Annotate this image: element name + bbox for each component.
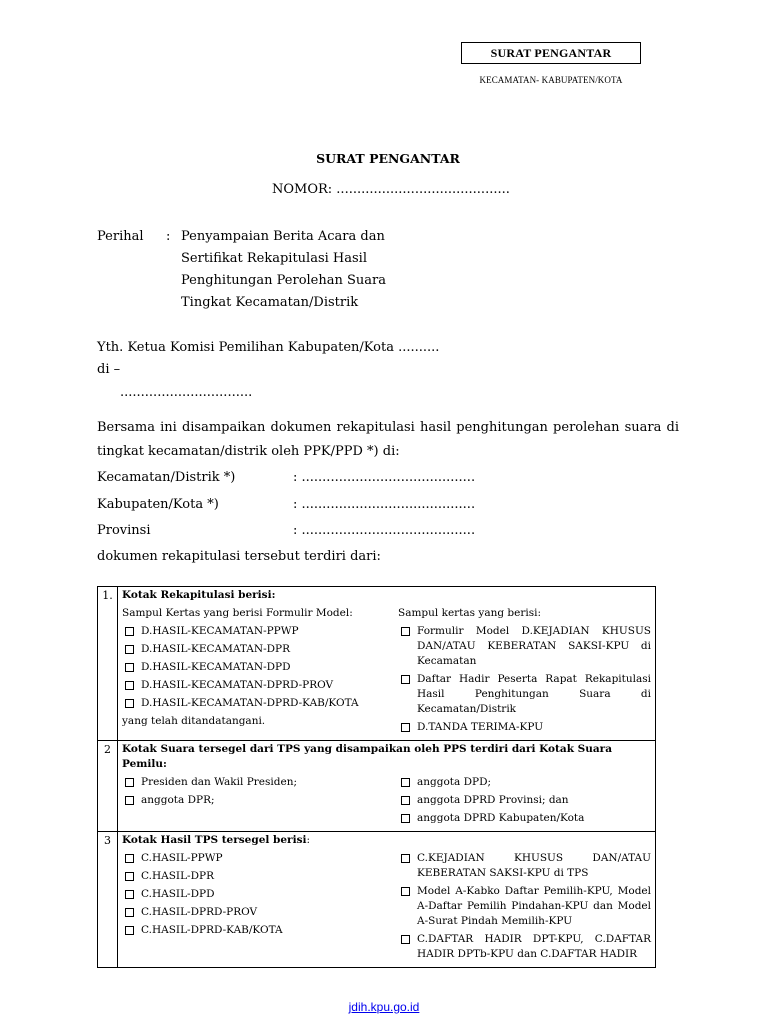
list-item bbox=[122, 887, 398, 902]
field-label: Kabupaten/Kota *) bbox=[97, 497, 219, 512]
list-item bbox=[398, 811, 651, 826]
perihal-label: Perihal bbox=[97, 229, 144, 244]
item-label: D.HASIL-KECAMATAN-DPRD-PROV bbox=[141, 679, 334, 691]
list-item bbox=[122, 923, 398, 938]
row-content bbox=[118, 741, 656, 832]
checkbox[interactable] bbox=[125, 699, 134, 708]
nomor-line: NOMOR: .......................................... bbox=[272, 182, 510, 197]
checkbox[interactable] bbox=[125, 645, 134, 654]
checkbox[interactable] bbox=[125, 890, 134, 899]
item-label: D.HASIL-KECAMATAN-PPWP bbox=[141, 625, 299, 637]
list-item bbox=[398, 793, 651, 808]
perihal-line: Penghitungan Perolehan Suara bbox=[181, 273, 386, 288]
perihal-subject bbox=[181, 226, 386, 314]
list-item bbox=[398, 720, 651, 735]
item-label: C.DAFTAR HADIR DPT-KPU, C.DAFTAR HADIR DPTb-KPU dan C.DAFTAR HADIR bbox=[417, 933, 651, 960]
table-row bbox=[98, 741, 656, 832]
recipient-line: Yth. Ketua Komisi Pemilihan Kabupaten/Kota .......... bbox=[97, 340, 440, 355]
checkbox[interactable] bbox=[125, 872, 134, 881]
field-value: : .......................................... bbox=[293, 523, 476, 538]
list-item bbox=[122, 678, 398, 693]
checkbox[interactable] bbox=[125, 627, 134, 636]
row-number: 3 bbox=[98, 832, 118, 968]
row-content bbox=[118, 587, 656, 741]
checkbox[interactable] bbox=[401, 675, 410, 684]
left-column bbox=[122, 848, 398, 965]
section-heading bbox=[118, 832, 655, 848]
item-label: Model A-Kabko Daftar Pemilih-KPU, Model A-Daftar Pemilih Pindahan-KPU dan Model A-Surat Pindah Memilih-KPU bbox=[417, 885, 651, 927]
perihal-line: Sertifikat Rekapitulasi Hasil bbox=[181, 251, 367, 266]
list-item bbox=[122, 696, 398, 711]
row-number: 1. bbox=[98, 587, 118, 741]
checkbox[interactable] bbox=[401, 814, 410, 823]
field-label: Provinsi bbox=[97, 523, 151, 538]
checkbox[interactable] bbox=[401, 935, 410, 944]
list-item bbox=[398, 932, 651, 962]
list-item bbox=[122, 905, 398, 920]
footer-website-link[interactable]: jdih.kpu.go.id bbox=[348, 1000, 420, 1014]
left-column bbox=[122, 772, 398, 829]
list-item bbox=[122, 642, 398, 657]
checkbox[interactable] bbox=[401, 778, 410, 787]
row-content bbox=[118, 832, 656, 968]
list-item bbox=[122, 775, 398, 790]
item-label: C.HASIL-DPRD-KAB/KOTA bbox=[141, 924, 283, 936]
header-subtitle: KECAMATAN- KABUPATEN/KOTA bbox=[479, 75, 623, 85]
row-number: 2 bbox=[98, 741, 118, 832]
field-value: : .......................................... bbox=[293, 470, 476, 485]
column-intro: Sampul kertas yang berisi: bbox=[398, 607, 542, 619]
body-paragraph: Bersama ini disampaikan dokumen rekapitulasi hasil penghitungan perolehan suara di tingkat kecamatan/distrik oleh PPK/PPD *) di: bbox=[97, 420, 679, 459]
item-label: Formulir Model D.KEJADIAN KHUSUS DAN/ATAU KEBERATAN SAKSI-KPU di Kecamatan bbox=[417, 625, 651, 667]
field-value: : .......................................... bbox=[293, 497, 476, 512]
field-label: Kecamatan/Distrik *) bbox=[97, 470, 236, 485]
checkbox[interactable] bbox=[401, 627, 410, 636]
checkbox[interactable] bbox=[401, 854, 410, 863]
right-column bbox=[398, 603, 651, 738]
perihal-colon: : bbox=[166, 229, 171, 244]
item-label: C.HASIL-DPR bbox=[141, 870, 214, 882]
list-item bbox=[122, 793, 398, 808]
recipient-address-dots: ................................ bbox=[120, 385, 253, 400]
item-label: anggota DPD; bbox=[417, 776, 492, 788]
checkbox[interactable] bbox=[125, 854, 134, 863]
list-item bbox=[398, 775, 651, 790]
list-item bbox=[122, 624, 398, 639]
right-column bbox=[398, 848, 651, 965]
section-heading-text: Kotak Hasil TPS tersegel berisi bbox=[122, 834, 307, 846]
table-row bbox=[98, 587, 656, 741]
list-item bbox=[398, 884, 651, 929]
column-outro: yang telah ditandatangani. bbox=[122, 715, 266, 727]
checkbox[interactable] bbox=[125, 663, 134, 672]
list-item bbox=[398, 851, 651, 881]
perihal-line: Tingkat Kecamatan/Distrik bbox=[181, 295, 359, 310]
item-label: C.HASIL-DPD bbox=[141, 888, 215, 900]
header-boxed-title: SURAT PENGANTAR bbox=[461, 42, 641, 64]
right-column bbox=[398, 772, 651, 829]
item-label: anggota DPRD Provinsi; dan bbox=[417, 794, 569, 806]
list-item bbox=[122, 660, 398, 675]
checkbox[interactable] bbox=[401, 887, 410, 896]
checkbox[interactable] bbox=[125, 908, 134, 917]
item-label: Daftar Hadir Peserta Rapat Rekapitulasi Hasil Penghitungan Suara di Kecamatan/Distrik bbox=[417, 673, 651, 715]
list-item bbox=[398, 672, 651, 717]
item-label: anggota DPR; bbox=[141, 794, 215, 806]
item-label: Presiden dan Wakil Presiden; bbox=[141, 776, 297, 788]
item-label: C.KEJADIAN KHUSUS DAN/ATAU KEBERATAN SAKSI-KPU di TPS bbox=[417, 852, 651, 879]
section-heading: Kotak Rekapitulasi berisi: bbox=[122, 589, 276, 601]
checkbox[interactable] bbox=[401, 723, 410, 732]
checkbox[interactable] bbox=[125, 926, 134, 935]
checkbox[interactable] bbox=[401, 796, 410, 805]
item-label: C.HASIL-PPWP bbox=[141, 852, 223, 864]
list-item bbox=[122, 869, 398, 884]
checkbox[interactable] bbox=[125, 778, 134, 787]
table-row bbox=[98, 832, 656, 968]
section-heading-colon: : bbox=[306, 834, 311, 846]
column-intro: Sampul Kertas yang berisi Formulir Model: bbox=[122, 607, 353, 619]
item-label: D.HASIL-KECAMATAN-DPD bbox=[141, 661, 291, 673]
item-label: D.TANDA TERIMA-KPU bbox=[417, 721, 544, 733]
consists-of-line: dokumen rekapitulasi tersebut terdiri dari: bbox=[97, 549, 381, 564]
recipient-di: di – bbox=[97, 362, 121, 377]
item-label: D.HASIL-KECAMATAN-DPR bbox=[141, 643, 291, 655]
left-column bbox=[122, 603, 398, 738]
item-label: anggota DPRD Kabupaten/Kota bbox=[417, 812, 585, 824]
document-contents-table bbox=[97, 586, 656, 968]
section-heading: Kotak Suara tersegel dari TPS yang disampaikan oleh PPS terdiri dari Kotak Suara Pemilu: bbox=[122, 743, 612, 770]
checkbox[interactable] bbox=[125, 681, 134, 690]
checkbox[interactable] bbox=[125, 796, 134, 805]
list-item bbox=[122, 851, 398, 866]
item-label: C.HASIL-DPRD-PROV bbox=[141, 906, 258, 918]
item-label: D.HASIL-KECAMATAN-DPRD-KAB/KOTA bbox=[141, 697, 359, 709]
perihal-line: Penyampaian Berita Acara dan bbox=[181, 229, 385, 244]
document-title: SURAT PENGANTAR bbox=[316, 151, 460, 166]
list-item bbox=[398, 624, 651, 669]
